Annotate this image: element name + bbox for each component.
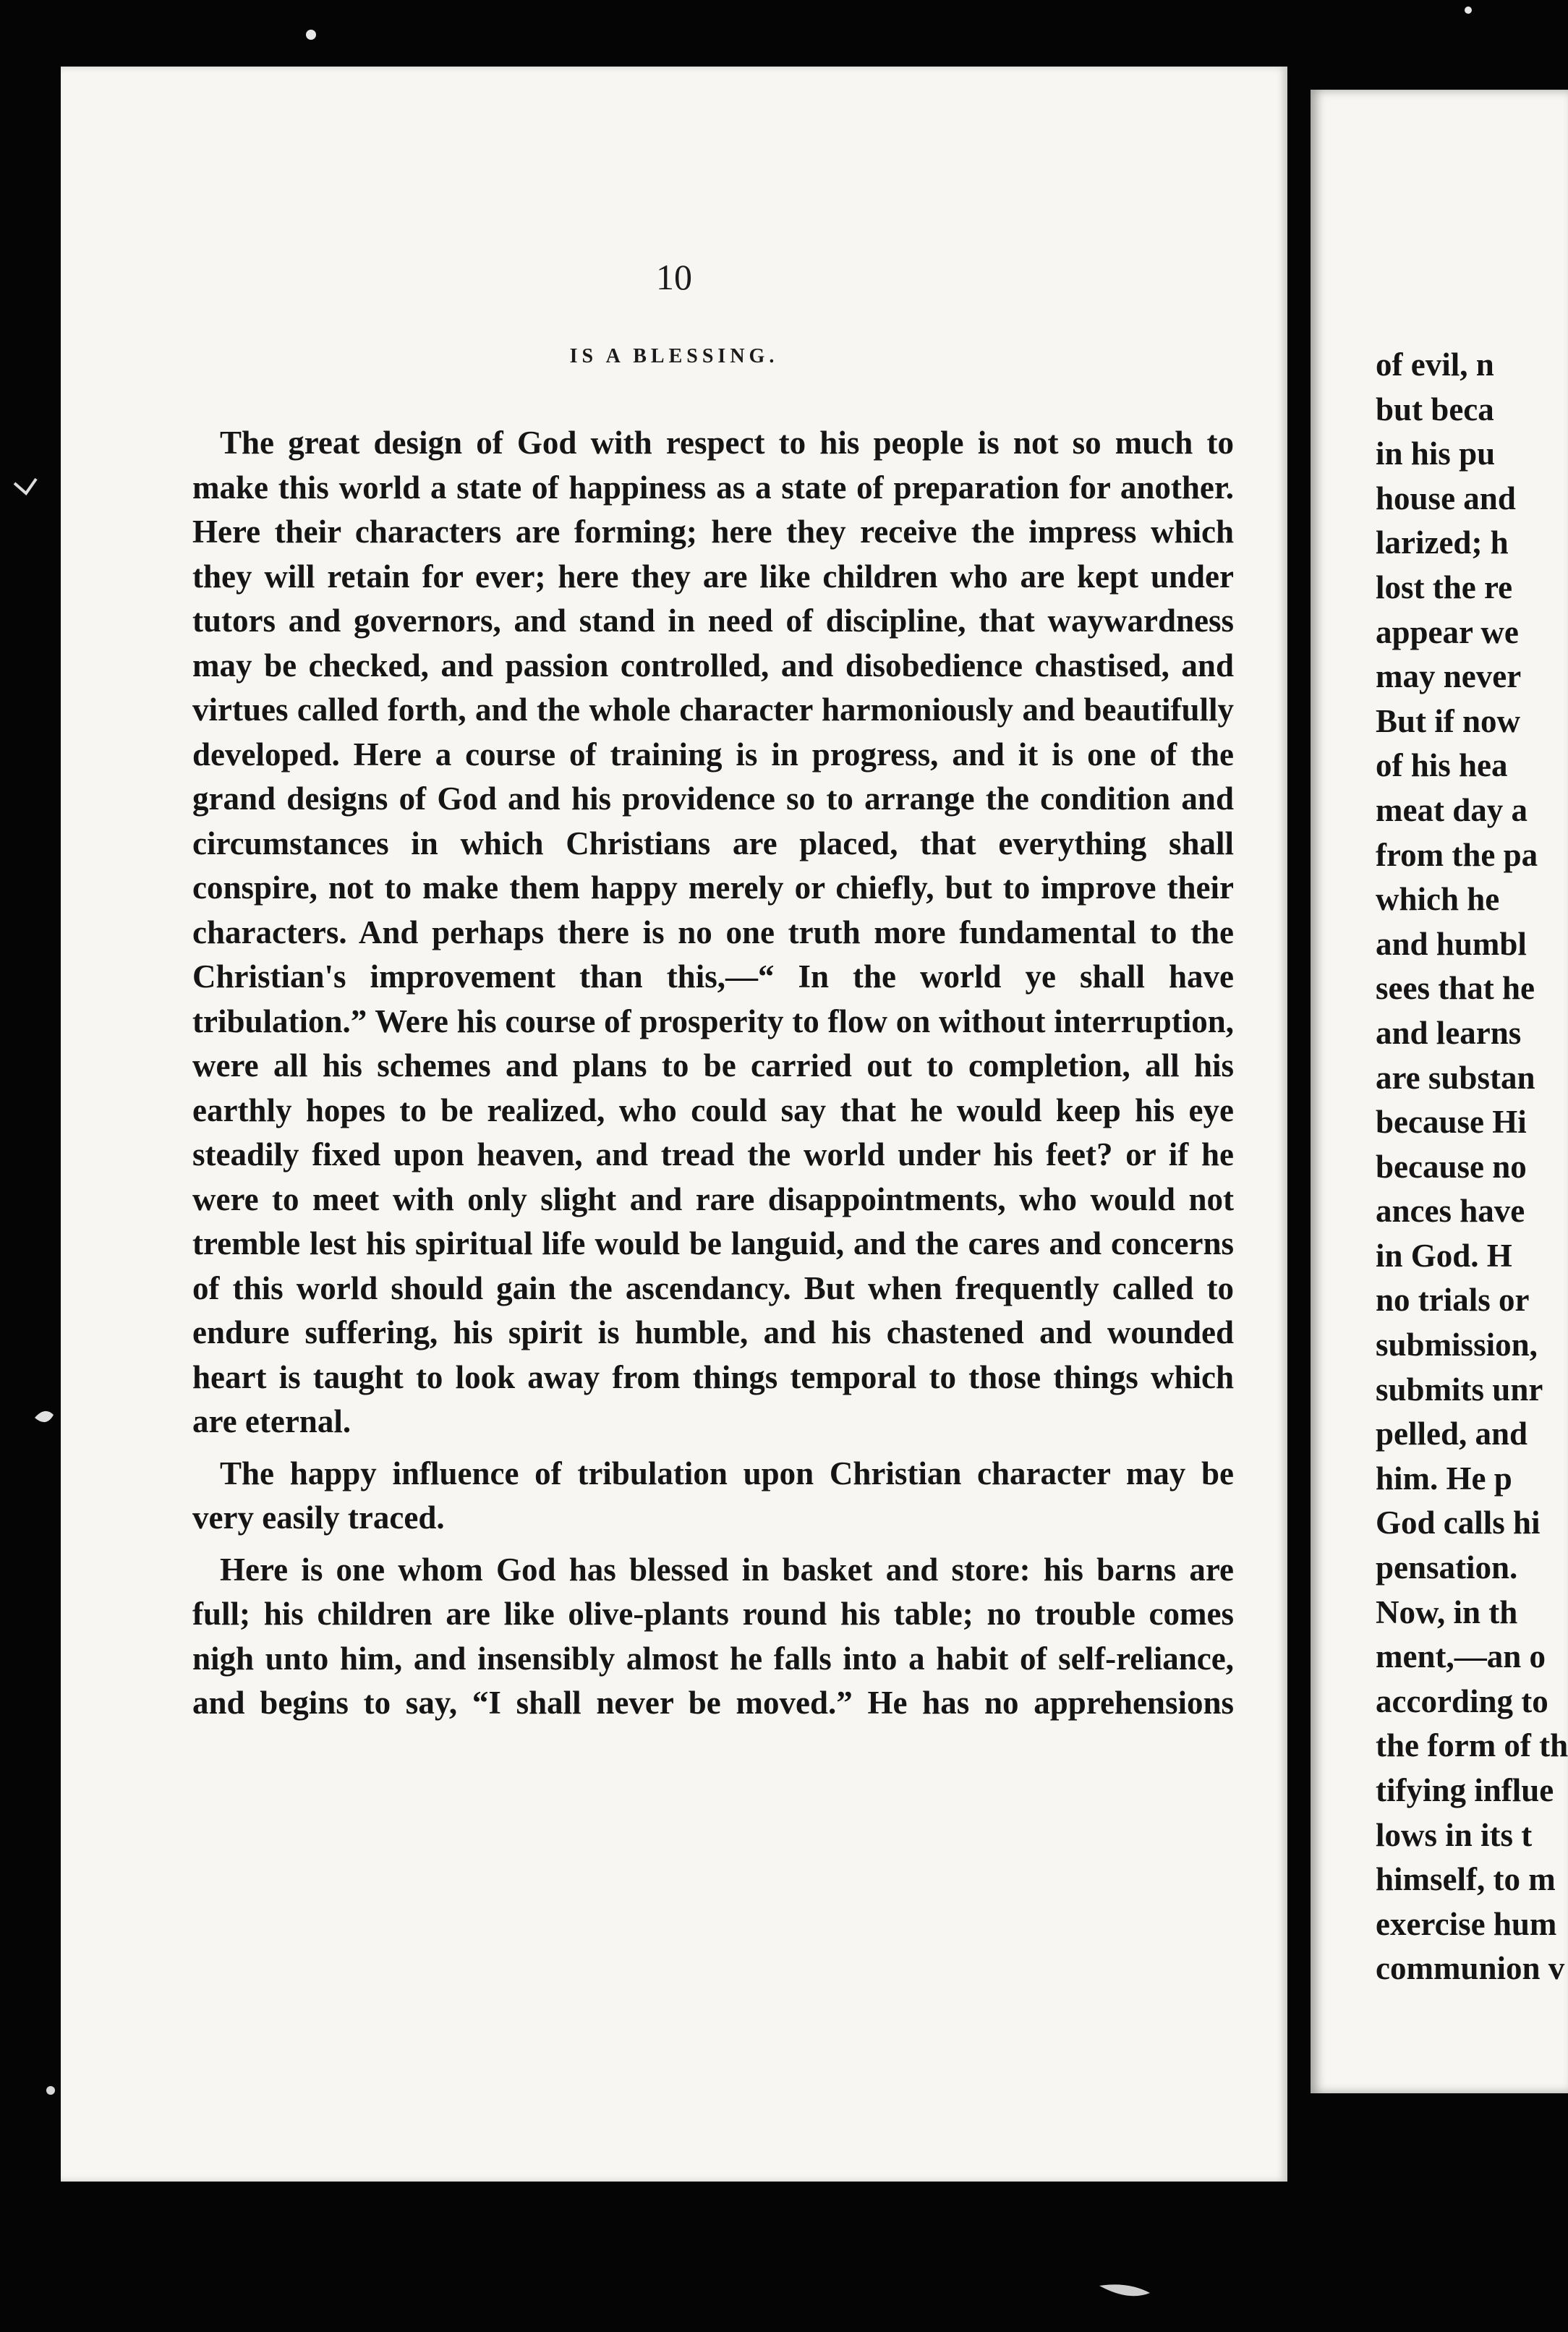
right-page-line: are substan xyxy=(1376,1059,1535,1096)
right-page-lines xyxy=(1376,343,1568,1991)
right-page-line: pensation. xyxy=(1376,1549,1518,1586)
right-page-line: which he xyxy=(1376,881,1500,918)
right-page-line: larized; h xyxy=(1376,524,1509,561)
right-page-line: ances have xyxy=(1376,1193,1525,1230)
right-page-line: of evil, n xyxy=(1376,346,1494,383)
page-number: 10 xyxy=(656,257,692,297)
right-page-line: sees that he xyxy=(1376,970,1535,1007)
right-page-line: himself, to m xyxy=(1376,1861,1556,1898)
right-page-line: may never xyxy=(1376,658,1522,695)
right-page-line: submits unr xyxy=(1376,1371,1543,1408)
paragraph-2: The happy influence of tribulation upon Christian character may be very easily traced. xyxy=(192,1455,1234,1536)
right-page-line: Now, in th xyxy=(1376,1593,1518,1630)
right-page-line: from the pa xyxy=(1376,836,1538,873)
right-page-line: appear we xyxy=(1376,613,1519,650)
right-page-line: But if now xyxy=(1376,702,1521,739)
right-page-line: him. He p xyxy=(1376,1460,1512,1497)
right-page-line: ment,—an o xyxy=(1376,1638,1546,1675)
right-page-line: the form of th xyxy=(1376,1727,1568,1764)
right-page-line: pelled, and xyxy=(1376,1416,1528,1452)
right-page-line: according to xyxy=(1376,1682,1548,1719)
right-page-line: and learns xyxy=(1376,1014,1522,1051)
right-page-line: because Hi xyxy=(1376,1104,1527,1141)
right-page-line: because no xyxy=(1376,1148,1527,1185)
right-page-line: submission, xyxy=(1376,1327,1538,1363)
right-page-line: exercise hum xyxy=(1376,1905,1557,1942)
right-page-line: and humbl xyxy=(1376,925,1527,962)
left-page xyxy=(61,67,1287,2182)
right-page-line: in his pu xyxy=(1376,435,1496,472)
right-page xyxy=(1311,90,1568,2093)
right-page-line: meat day a xyxy=(1376,791,1527,828)
right-page-line: communion v xyxy=(1376,1950,1565,1987)
running-head: IS A BLESSING. xyxy=(569,345,779,367)
right-page-line: lows in its t xyxy=(1376,1816,1533,1853)
right-page-line: house and xyxy=(1376,480,1516,516)
right-page-line: lost the re xyxy=(1376,569,1513,605)
right-page-line: God calls hi xyxy=(1376,1505,1541,1541)
right-page-line: of his hea xyxy=(1376,747,1508,784)
body-text xyxy=(192,421,1234,1726)
right-page-line: tifying influe xyxy=(1376,1772,1554,1808)
right-page-line: no trials or xyxy=(1376,1282,1530,1319)
right-page-line: but beca xyxy=(1376,391,1494,427)
paragraph-3: Here is one whom God has blessed in basket and store: his barns are full; his children are like olive-plants round his table; no trouble comes nigh unto him, and insensibly almost he falls into a habit of self-reliance, and begins to say, “I shall never be moved.” He has no apprehensions xyxy=(192,1551,1234,1721)
right-page-line: in God. H xyxy=(1376,1237,1512,1274)
paragraph-1: The great design of God with respect to his people is not so much to make this world a state of happiness as a state of preparation for another. Here their characters are forming; here they receive the impress which they will retain for ever; here they are like children who are kept under tutors and governors, and stand in need of discipline, that waywardness may be checked, and passion controlled, and disobedience chastised, and virtues called forth, and the whole character harmoniously and beautifully developed. Here a course of training is in progress, and it is one of the grand designs of God and his providence so to arrange the condition and circumstances in which Christians are placed, that everything shall conspire, not to make them happy merely or chiefly, but to improve their characters. And perhaps there is no one truth more fundamental to the Christian's improvement than this,—“ In the world ye shall have tribulation.” Were his course of prosperity to flow on without interruption, were all his schemes and plans to be carried out to completion, all his earthly hopes to be realized, who could say that he would keep his eye steadily fixed upon heaven, and tread the world under his feet? or if he were to meet with only slight and rare disappointments, who would not tremble lest his spiritual life would be languid, and the cares and concerns of this world should gain the ascendancy. But when frequently called to endure suffering, his spirit is humble, and his chastened and wounded heart is taught to look away from things temporal to those things which are eternal. xyxy=(192,425,1234,1439)
